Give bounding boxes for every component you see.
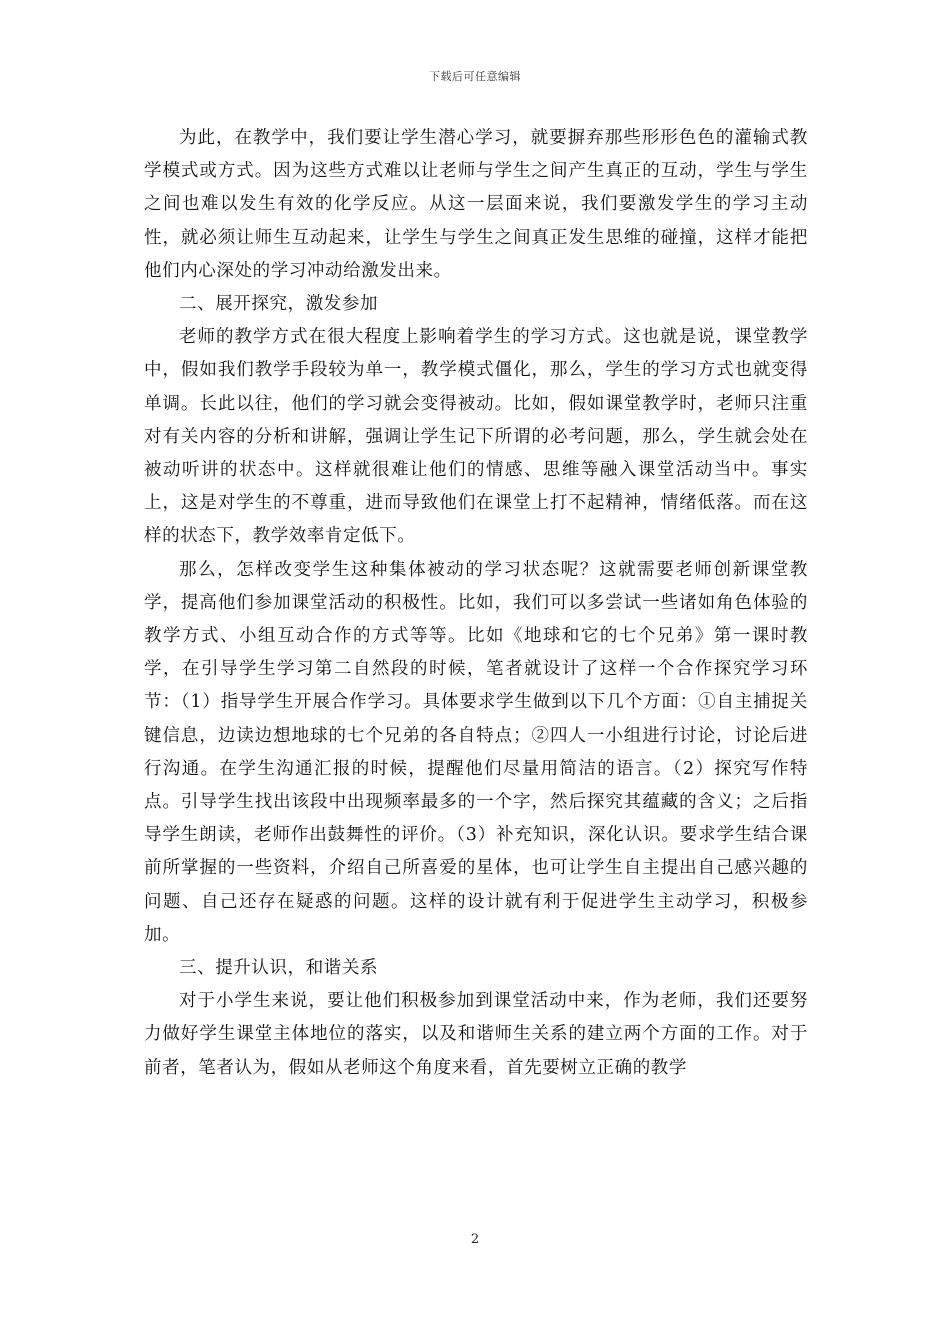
paragraph-3: 那么，怎样改变学生这种集体被动的学习状态呢？这就需要老师创新课堂教学，提高他们参加课堂活动的积极性。比如，我们可以多尝试一些诸如角色体验的教学方式、小组互动合作的方式等等。比如《地球和它的七个兄弟》第一课时教学，在引导学生学习第二自然段的时候，笔者就设计了这样一个合作探究学习环节：（1）指导学生开展合作学习。具体要求学生做到以下几个方面：①自主捕捉关键信息，边读边想地球的七个兄弟的各自特点；②四人一小组进行讨论，讨论后进行沟通。在学生沟通汇报的时候，提醒他们尽量用简洁的语言。（2）探究写作特点。引导学生找出该段中出现频率最多的一个字，然后探究其蕴藏的含义；之后指导学生朗读，老师作出鼓舞性的评价。（3）补充知识，深化认识。要求学生结合课前所掌握的一些资料，介绍自己所喜爱的星体，也可让学生自主提出自己感兴趣的问题、自己还存在疑惑的问题。这样的设计就有利于促进学生主动学习，积极参加。 (144, 559, 808, 945)
section-heading-2: 二、展开探究，激发参加 (179, 294, 379, 315)
document-body (144, 122, 808, 1085)
paragraph-1: 为此，在教学中，我们要让学生潜心学习，就要摒弃那些形形色色的灌输式教学模式或方式。因为这些方式难以让老师与学生之间产生真正的互动，学生与学生之间也难以发生有效的化学反应。从这一层面来说，我们要激发学生的学习主动性，就必须让师生互动起来，让学生与学生之间真正发生思维的碰撞，这样才能把他们内心深处的学习冲动给激发出来。 (144, 128, 808, 281)
section-heading-3: 三、提升认识，和谐关系 (179, 958, 379, 979)
paragraph-2: 老师的教学方式在很大程度上影响着学生的学习方式。这也就是说，课堂教学中，假如我们教学手段较为单一，教学模式僵化，那么，学生的学习方式也就变得单调。长此以往，他们的学习就会变得被动。比如，假如课堂教学时，老师只注重对有关内容的分析和讲解，强调让学生记下所谓的必考问题，那么，学生就会处在被动听讲的状态中。这样就很难让他们的情感、思维等融入课堂活动当中。事实上，这是对学生的不尊重，进而导致他们在课堂上打不起精神，情绪低落。而在这样的状态下，教学效率肯定低下。 (144, 327, 808, 547)
paragraph-4: 对于小学生来说，要让他们积极参加到课堂活动中来，作为老师，我们还要努力做好学生课堂主体地位的落实，以及和谐师生关系的建立两个方面的工作。对于前者，笔者认为，假如从老师这个角度来看，首先要树立正确的教学 (144, 991, 808, 1078)
page-header: 下载后可任意编辑 (429, 70, 521, 83)
page-number: 2 (470, 1232, 480, 1247)
